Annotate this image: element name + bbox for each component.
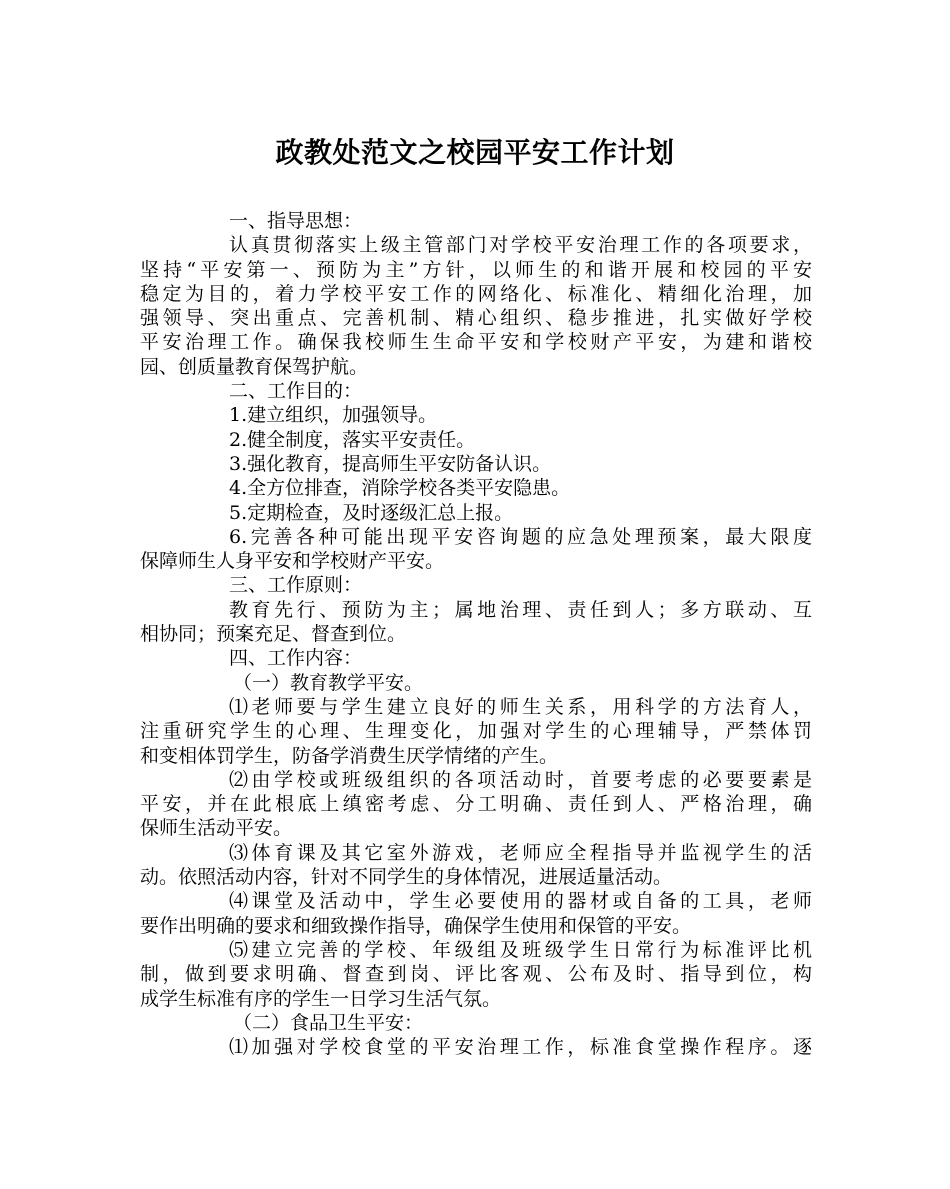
- text-line: 认真贯彻落实上级主管部门对学校平安治理工作的各项要求，: [229, 234, 812, 257]
- text-line: 6.完善各种可能出现平安咨询题的应急处理预案，最大限度: [229, 525, 812, 548]
- text-line: 制，做到要求明确、督查到岗、评比客观、公布及时、指导到位，构: [140, 963, 812, 986]
- text-line: ⑵由学校或班级组织的各项活动时，首要考虑的必要要素是: [229, 768, 812, 791]
- text-line: 保师生活动平安。: [140, 817, 293, 840]
- text-line: 动。依照活动内容，针对不同学生的身体情况，进展适量活动。: [140, 866, 673, 889]
- text-line: 成学生标准有序的学生一日学习生活气氛。: [140, 987, 502, 1010]
- text-line: 相协同；预案充足、督查到位。: [140, 623, 407, 646]
- text-line: 三、工作原则：: [229, 574, 363, 597]
- text-line: 4.全方位排查，消除学校各类平安隐患。: [229, 477, 571, 500]
- text-line: 5.定期检查，及时逐级汇总上报。: [229, 501, 514, 524]
- text-line: ⑴加强对学校食堂的平安治理工作，标准食堂操作程序。逐: [229, 1036, 812, 1059]
- text-line: ⑸建立完善的学校、年级组及班级学生日常行为标准评比机: [229, 938, 812, 961]
- text-line: 教育先行、预防为主；属地治理、责任到人；多方联动、互: [229, 598, 812, 621]
- text-line: ⑷课堂及活动中，学生必要使用的器材或自备的工具，老师: [229, 890, 812, 913]
- text-line: 稳定为目的，着力学校平安工作的网络化、标准化、精细化治理，加: [140, 282, 812, 305]
- text-line: 和变相体罚学生，防备学消费生厌学情绪的产生。: [140, 744, 559, 767]
- text-line: 坚持“平安第一、预防为主”方针，以师生的和谐开展和校园的平安: [140, 258, 812, 281]
- text-line: 3.强化教育，提高师生平安防备认识。: [229, 452, 552, 475]
- text-line: 园、创质量教育保驾护航。: [140, 355, 369, 378]
- text-line: 1.建立组织，加强领导。: [229, 404, 438, 427]
- text-line: 四、工作内容：: [229, 647, 363, 670]
- text-line: 一、指导思想：: [229, 210, 363, 232]
- text-line: （二）食品卫生平安：: [233, 1011, 424, 1034]
- text-line: 强领导、突出重点、完善机制、精心组织、稳步推进，扎实做好学校: [140, 307, 812, 330]
- text-line: 平安，并在此根底上缜密考虑、分工明确、责任到人、严格治理，确: [140, 793, 812, 816]
- document-body: [140, 209, 812, 1059]
- text-line: 二、工作目的：: [229, 380, 363, 403]
- text-line: ⑴老师要与学生建立良好的师生关系，用科学的方法育人，: [229, 695, 812, 718]
- document-title: 政教处范文之校园平安工作计划: [275, 136, 675, 169]
- text-line: 平安治理工作。确保我校师生生命平安和学校财产平安，为建和谐校: [140, 331, 812, 354]
- text-line: ⑶体育课及其它室外游戏，老师应全程指导并监视学生的活: [229, 841, 812, 864]
- text-line: 注重研究学生的心理、生理变化，加强对学生的心理辅导，严禁体罚: [140, 720, 812, 743]
- text-line: 要作出明确的要求和细致操作指导，确保学生使用和保管的平安。: [140, 914, 692, 937]
- text-line: （一）教育教学平安。: [233, 671, 424, 694]
- text-line: 2.健全制度，落实平安责任。: [229, 428, 476, 451]
- text-line: 保障师生人身平安和学校财产平安。: [140, 550, 445, 573]
